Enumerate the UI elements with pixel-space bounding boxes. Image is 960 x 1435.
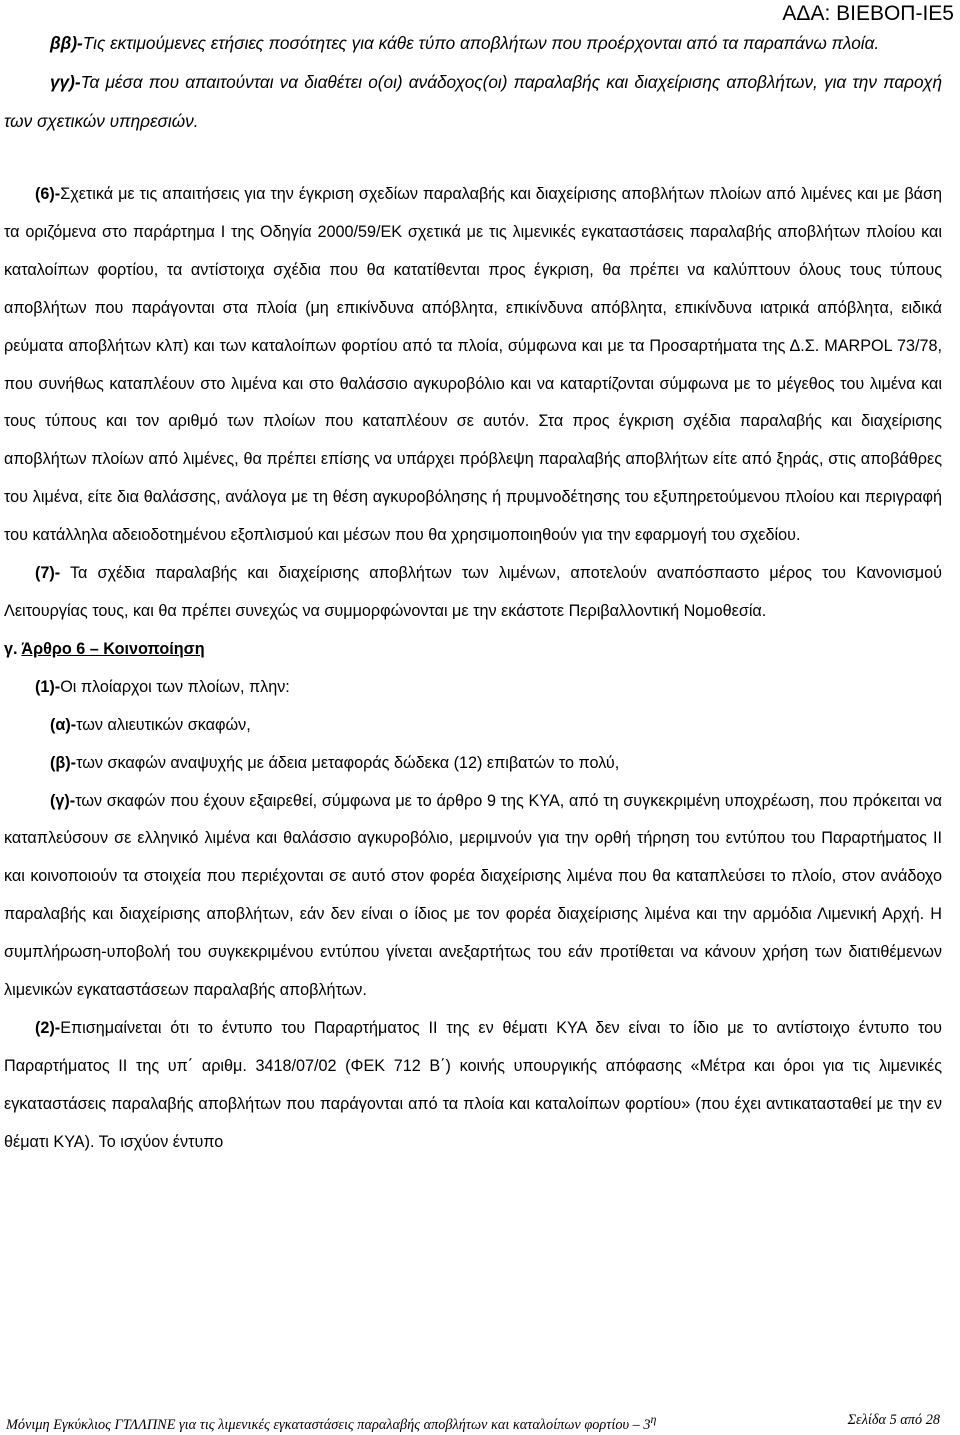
paragraph-gg [4,63,942,141]
ada-code: ΑΔΑ: ΒΙΕΒΟΠ-ΙΕ5 [782,2,954,25]
section-prefix: γ. [4,639,22,658]
paragraph-bb [4,24,942,63]
section-heading [4,631,942,669]
paragraph-label: (1)- [35,677,61,696]
page-number: Σελίδα 5 από 28 [847,1412,940,1428]
paragraph-text: Σχετικά με τις απαιτήσεις για την έγκριση σχεδίων παραλαβής και διαχείρισης αποβλήτων πλοίων από λιμένες και με βάση τα οριζόμενα στο παράρτημα Ι της Οδηγία 2000/59/ΕΚ σχετικά με τις λιμενικές εγκαταστάσεις παραλαβής αποβλήτων πλοίου και καταλοίπων φορτίου, τα αντίστοιχα σχέδια που θα κατατίθενται προς έγκριση, θα πρέπει να καλύπτουν όλους τους τύπους αποβλήτων που παράγονται στα πλοία (μη επικίνδυνα απόβλητα, επικίνδυνα απόβλητα, επικίνδυνα ιατρικά απόβλητα, ειδικά ρεύματα αποβλήτων κλπ) και των καταλοίπων φορτίου από τα πλοία, σύμφωνα και με τα Προσαρτήματα της Δ.Σ. MARPOL 73/78, που συνήθως καταπλέουν στο λιμένα και στο θαλάσσιο αγκυροβόλιο και να καταρτίζονται σύμφωνα με το μέγεθος του λιμένα και τους τύπους και τον αριθμό των πλοίων που καταπλέουν σε αυτόν. Στα προς έγκριση σχέδια παραλαβής και διαχείρισης αποβλήτων πλοίων από λιμένες, θα πρέπει επίσης να υπάρχει πρόβλεψη παραλαβής αποβλήτων είτε από ξηράς, στις αποβάθρες του λιμένα, είτε δια θαλάσσης, ανάλογα με τη θέση αγκυροβόλησης ή πρυμνοδέτησης του εξυπηρετούμενου πλοίου και περιγραφή του κατάλληλα αδειοδοτημένου εξοπλισμού και μέσων που θα χρησιμοποιηθούν για την εφαρμογή του σχεδίου. [4,185,942,545]
item-text: των αλιευτικών σκαφών, [76,715,251,734]
paragraph-text: Επισημαίνεται ότι το έντυπο του Παραρτήματος ΙΙ της εν θέματι ΚΥΑ δεν είναι το ίδιο με το αντίστοιχο έντυπο του Παραρτήματος ΙΙ της υπ΄ αριθμ. 3418/07/02 (ΦΕΚ 712 Β΄) κοινής υπουργικής απόφασης «Μέτρα και όροι για τις λιμενικές εγκαταστάσεις παραλαβής αποβλήτων που παράγονται από τα πλοία και καταλοίπων φορτίου» (που έχει αντικατασταθεί με την εν θέματι ΚΥΑ). Το ισχύον έντυπο [4,1018,942,1151]
paragraph-1 [4,669,942,707]
paragraph-text: Τα σχέδια παραλαβής και διαχείρισης αποβλήτων των λιμένων, αποτελούν αναπόσπαστο μέρος του Κανονισμού Λειτουργίας τους, και θα πρέπει συνεχώς να συμμορφώνονται με την εκάστοτε Περιβαλλοντική Νομοθεσία. [4,564,942,620]
intro-block [4,24,942,141]
item-label: (γ)- [50,791,76,810]
list-item-b [4,745,942,783]
document-body [4,176,942,1162]
page-footer [6,1412,940,1434]
footer-title [6,1412,656,1434]
paragraph-label: ββ)- [50,33,83,53]
paragraph-text: Τις εκτιμούμενες ετήσιες ποσότητες για κάθε τύπο αποβλήτων που προέρχονται από τα παραπάνω πλοία. [82,33,880,53]
paragraph-2 [4,1010,942,1162]
item-label: (β)- [50,753,77,772]
list-item-a [4,707,942,745]
paragraph-label: (6)- [35,185,61,203]
paragraph-text: Τα μέσα που απαιτούνται να διαθέτει ο(οι) ανάδοχος(οι) παραλαβής και διαχείρισης αποβλήτων, για την παροχή των σχετικών υπηρεσιών. [4,72,942,131]
section-title: Άρθρο 6 – Κοινοποίηση [21,639,205,658]
paragraph-6 [4,176,942,555]
paragraph-label: γγ)- [50,72,81,92]
paragraph-text: Οι πλοίαρχοι των πλοίων, πλην: [60,677,290,696]
footer-title-text: Μόνιμη Εγκύκλιος ΓΤΛΛΠΝΕ για τις λιμενικές εγκαταστάσεις παραλαβής αποβλήτων και καταλοίπων φορτίου – 3 [6,1416,651,1433]
item-text: των σκαφών αναψυχής με άδεια μεταφοράς δώδεκα (12) επιβατών το πολύ, [76,753,620,772]
item-text: των σκαφών που έχουν εξαιρεθεί, σύμφωνα με το άρθρο 9 της ΚΥΑ, από τη συγκεκριμένη υποχρέωση, που πρόκειται να καταπλεύσουν σε ελληνικό λιμένα και θαλάσσιο αγκυροβόλιο, μεριμνούν για την ορθή τήρηση του εντύπου του Παραρτήματος ΙΙ και κοινοποιούν τα στοιχεία που περιέχονται σε αυτό στον φορέα διαχείρισης λιμένα που θα καταπλεύσει το πλοίο, στον ανάδοχο παραλαβής και διαχείρισης αποβλήτων, εάν δεν είναι ο ίδιος με τον φορέα διαχείρισης λιμένα και την αρμόδια Λιμενική Αρχή. Η συμπλήρωση-υποβολή του συγκεκριμένου εντύπου γίνεται ανεξαρτήτως του εάν προτίθεται να κάνουν χρήση των διατιθέμενων λιμενικών εγκαταστάσεων παραλαβής αποβλήτων. [4,791,942,1000]
paragraph-label: (7)- [35,564,61,583]
list-item-c [4,783,942,1010]
footer-superscript: η [650,1412,657,1426]
item-label: (α)- [50,715,77,734]
paragraph-label: (2)- [35,1018,61,1037]
paragraph-7 [4,555,942,631]
